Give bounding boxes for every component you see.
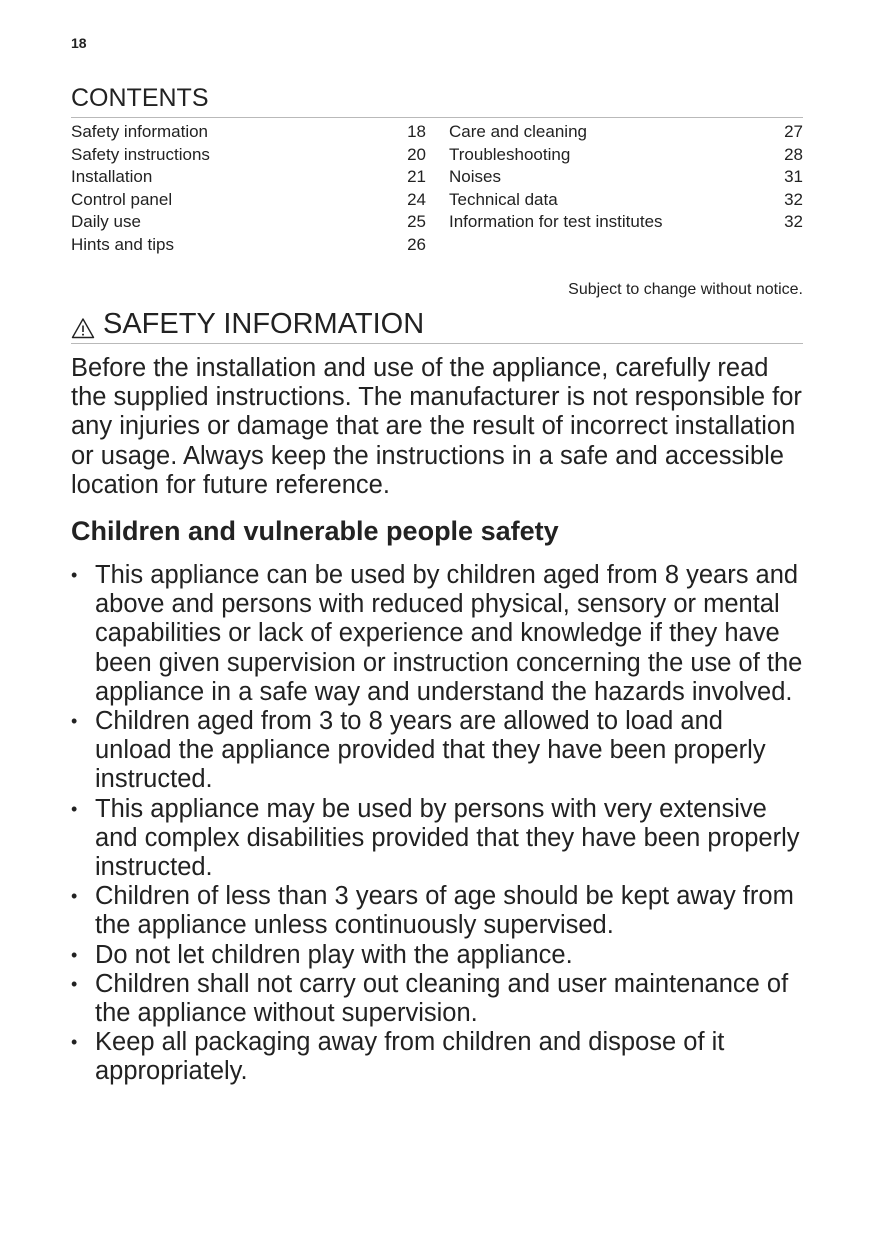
- toc-entry-page: 18: [407, 122, 426, 141]
- toc-entry-page: 27: [784, 122, 803, 141]
- bullet-dot: •: [71, 565, 78, 585]
- toc-entry[interactable]: [71, 121, 426, 144]
- warning-triangle-icon: [71, 314, 95, 336]
- bullet-dot: •: [71, 973, 78, 994]
- toc-entry-title: Information for test institutes: [449, 212, 663, 231]
- list-item-text: Children of less than 3 years of age should be kept away from the appliance unless continuously supervised.: [95, 882, 794, 940]
- toc-entry[interactable]: [449, 166, 803, 189]
- safety-heading: [71, 308, 424, 341]
- list-item-text: Keep all packaging away from children and dispose of it appropriately.: [95, 1028, 725, 1086]
- toc-entry-page: 24: [407, 189, 426, 209]
- toc-entry[interactable]: [71, 234, 426, 257]
- bullet-dot: •: [71, 886, 78, 907]
- toc-entry-title: Hints and tips: [71, 234, 174, 254]
- list-item: [71, 795, 806, 883]
- toc-entry[interactable]: [449, 144, 803, 167]
- children-safety-heading: Children and vulnerable people safety: [71, 516, 559, 546]
- bullet-dot: •: [71, 798, 78, 819]
- toc-column-right: [449, 121, 803, 234]
- list-item-text: Do not let children play with the appliance.: [95, 940, 573, 969]
- list-item: [71, 707, 806, 795]
- children-safety-list: [71, 561, 806, 1087]
- list-item: [71, 970, 806, 1028]
- toc-entry-title: Care and cleaning: [449, 122, 587, 141]
- toc-entry[interactable]: [71, 144, 426, 167]
- toc-entry-page: 26: [407, 234, 426, 254]
- list-item-text: This appliance may be used by persons with very extensive and complex disabilities provided that they have been properly instructed.: [95, 794, 800, 882]
- toc-entry[interactable]: [449, 189, 803, 212]
- bullet-dot: •: [71, 944, 78, 965]
- toc-entry-title: Installation: [71, 167, 153, 186]
- toc-entry-page: 21: [407, 167, 426, 186]
- toc-entry[interactable]: [71, 166, 426, 189]
- toc-entry-page: 32: [784, 212, 803, 231]
- toc-entry[interactable]: [449, 121, 803, 144]
- toc-column-left: [71, 121, 426, 256]
- list-item: [71, 882, 806, 940]
- toc-entry-title: Safety information: [71, 122, 209, 141]
- safety-divider: [71, 343, 803, 344]
- list-item: [71, 1028, 806, 1086]
- toc-entry-page: 31: [784, 167, 803, 186]
- list-item-text: Children shall not carry out cleaning and user maintenance of the appliance without supervision.: [95, 969, 789, 1028]
- list-item-text: Children aged from 3 to 8 years are allowed to load and unload the appliance provided that they have been properly instructed.: [95, 707, 766, 794]
- toc-entry-page: 28: [784, 144, 803, 164]
- change-notice: Subject to change without notice.: [568, 281, 803, 298]
- toc-entry-title: Noises: [449, 167, 501, 186]
- bullet-dot: •: [71, 1032, 78, 1053]
- toc-entry-title: Safety instructions: [71, 144, 210, 164]
- toc-entry-page: 32: [784, 189, 803, 209]
- toc-entry-title: Control panel: [71, 189, 173, 209]
- toc-entry-title: Troubleshooting: [449, 144, 571, 164]
- list-item-text: This appliance can be used by children aged from 8 years and above and persons with reduced physical, sensory or mental capabilities or lack of experience and knowledge if they have been given supervision or instruction concerning the use of the appliance in a safe way and understand the hazards involved.: [95, 561, 803, 706]
- toc-entry-page: 25: [407, 212, 426, 231]
- list-item: [71, 561, 806, 707]
- toc-entry[interactable]: [71, 189, 426, 212]
- toc-entry-page: 20: [407, 144, 426, 164]
- contents-divider: [71, 117, 803, 118]
- toc-entry[interactable]: [71, 211, 426, 234]
- toc-entry[interactable]: [449, 211, 803, 234]
- toc-entry-title: Daily use: [71, 212, 141, 231]
- list-item: [71, 941, 806, 970]
- contents-heading: CONTENTS: [71, 84, 209, 112]
- toc-entry-title: Technical data: [449, 189, 558, 209]
- page-number: 18: [71, 35, 87, 51]
- safety-heading-text: SAFETY INFORMATION: [103, 308, 425, 340]
- safety-intro: Before the installation and use of the appliance, carefully read the supplied instructions. The manufacturer is not responsible for any injuries or damage that are the result of incorrect installation or usage. Always keep the instructions in a safe and accessible location for future reference.: [71, 354, 802, 499]
- bullet-dot: •: [71, 711, 78, 732]
